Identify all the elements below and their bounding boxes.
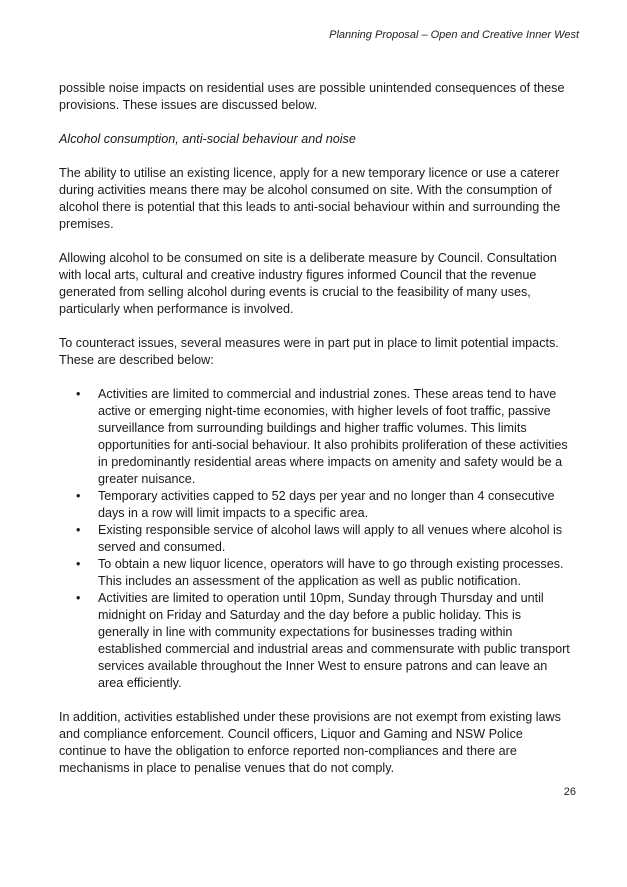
document-title: Planning Proposal – Open and Creative Inner West xyxy=(329,29,579,41)
page-number: 26 xyxy=(563,786,576,798)
list-item xyxy=(59,556,572,590)
body-paragraph-2: Allowing alcohol to be consumed on site is a deliberate measure by Council. Consultation with local arts, cultural and creative industry figures informed Council that the revenue generated from selling alcohol during events is crucial to the feasibility of many uses, particularly when performance is involved. xyxy=(59,251,557,316)
bullet-icon: • xyxy=(76,523,81,537)
list-item xyxy=(59,522,572,556)
section-subheading: Alcohol consumption, anti-social behaviour and noise xyxy=(59,132,356,146)
bullet-icon: • xyxy=(76,591,81,605)
list-item-text: Activities are limited to commercial and industrial zones. These areas tend to have active or emerging night-time economies, with higher levels of foot traffic, passive surveillance from surrounding buildings and higher traffic volumes. This limits opportunities for anti-social behaviour. It also prohibits proliferation of these activities in predominantly residential areas where impacts on amenity and safety would be a greater nuisance. xyxy=(98,387,568,486)
list-item xyxy=(59,590,572,692)
list-item-text: Existing responsible service of alcohol laws will apply to all venues where alcohol is served and consumed. xyxy=(98,523,563,554)
measures-list xyxy=(59,386,572,692)
page-header xyxy=(329,29,579,41)
list-item-text: Temporary activities capped to 52 days per year and no longer than 4 consecutive days in a row will limit impacts to a specific area. xyxy=(98,489,555,520)
list-item-text: Activities are limited to operation until 10pm, Sunday through Thursday and until midnight on Friday and Saturday and the day before a public holiday. This is generally in line with community expectations for businesses trading within established commercial and industrial areas and commensurate with public transport services available throughout the Inner West to ensure patrons and can leave an area efficiently. xyxy=(98,591,570,690)
bullet-icon: • xyxy=(76,557,81,571)
bullet-icon: • xyxy=(76,489,81,503)
bullet-icon: • xyxy=(76,387,81,401)
body-paragraph-3: To counteract issues, several measures were in part put in place to limit potential impacts. These are described below: xyxy=(59,336,559,367)
closing-paragraph: In addition, activities established under these provisions are not exempt from existing laws and compliance enforcement. Council officers, Liquor and Gaming and NSW Police continue to have the obligation to enforce reported non-compliances and there are mechanisms in place to penalise venues that do not comply. xyxy=(59,710,561,775)
intro-paragraph: possible noise impacts on residential uses are possible unintended consequences of these provisions. These issues are discussed below. xyxy=(59,81,565,112)
list-item xyxy=(59,386,572,488)
list-item-text: To obtain a new liquor licence, operators will have to go through existing processes. This includes an assessment of the application as well as public notification. xyxy=(98,557,564,588)
list-item xyxy=(59,488,572,522)
page-body xyxy=(59,80,572,794)
body-paragraph-1: The ability to utilise an existing licence, apply for a new temporary licence or use a caterer during activities means there may be alcohol consumed on site. With the consumption of alcohol there is potential that this leads to anti-social behaviour within and surrounding the premises. xyxy=(59,166,561,231)
